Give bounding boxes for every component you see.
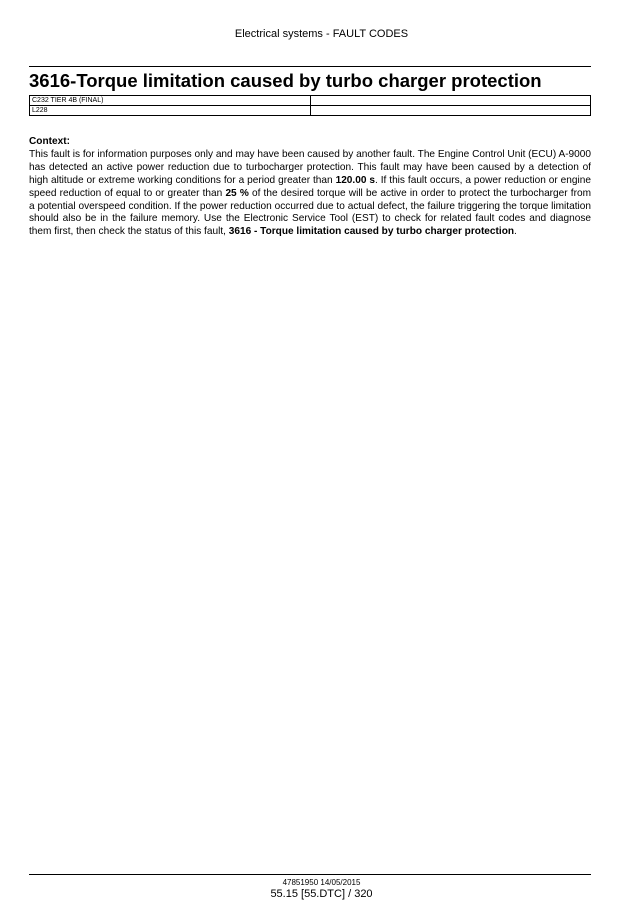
running-header: Electrical systems - FAULT CODES <box>234 28 409 40</box>
model-name-cell: C232 TIER 4B (FINAL) <box>30 96 311 106</box>
page-title: 3616-Torque limitation caused by turbo charger protection <box>29 70 542 91</box>
context-text: . <box>514 226 517 238</box>
context-emphasis-duration: 120.00 s <box>335 174 375 186</box>
model-value-cell <box>311 96 591 106</box>
footer-doc-reference: 47851950 14/05/2015 <box>282 878 361 887</box>
title-top-rule <box>29 66 591 67</box>
context-text: This fault is for information purposes only and may have been caused by another fault. The Engine Control Unit (ECU) A-9000 has detected an active power reduction due to turbocharger protection. This fault may have been caused by a detection of high altitude or extreme working conditions for a period greater than <box>29 148 592 186</box>
context-emphasis-fault-name: 3616 - Torque limitation caused by turbo charger protection <box>228 226 515 238</box>
model-applicability-table <box>29 95 591 116</box>
context-text: . If this fault occurs, a power reduction or engine speed reduction of equal to or greater than <box>29 174 591 199</box>
footer-rule <box>29 874 591 875</box>
model-value-cell <box>311 106 591 116</box>
table-row <box>30 106 591 116</box>
table-row <box>30 96 591 106</box>
context-section <box>29 136 591 239</box>
footer-page-number: 55.15 [55.DTC] / 320 <box>270 888 373 900</box>
context-label: Context: <box>29 136 70 147</box>
context-emphasis-percent: 25 % <box>225 187 249 199</box>
context-text: of the desired torque will be active in order to protect the turbocharger from a potential overspeed condition. If the power reduction occurred due to actual defect, the failure triggering the torque limitation should also be in the failure memory. Use the Electronic Service Tool (EST) to check for related fault codes and diagnose them first, then check the status of this fault, <box>29 187 591 238</box>
model-name-cell: L228 <box>30 106 311 116</box>
